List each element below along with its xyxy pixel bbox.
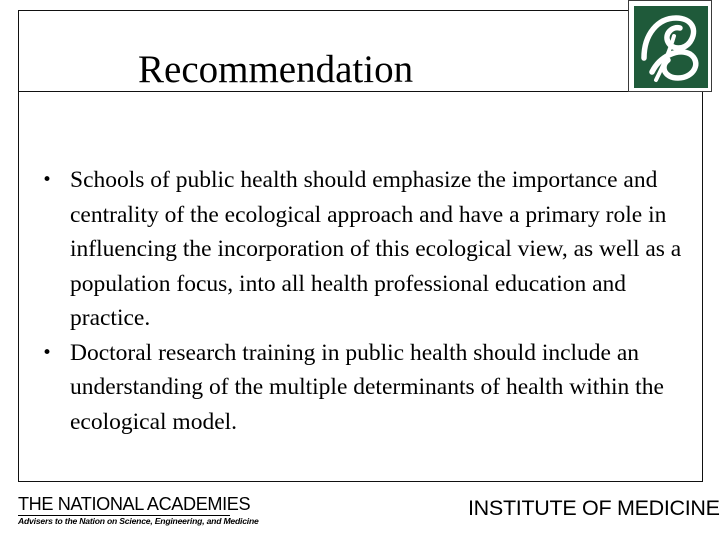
bullet-text: Schools of public health should emphasize the importance and centrality of the ecological approach and have a primary role in influencing the incorporation of this ecological view, as well as a population focus, into all health professional education and practice. [70,167,682,331]
slide-title: Recommendation [138,48,414,91]
bullet-dot-icon: • [41,342,53,363]
swirl-logo-icon [634,6,708,88]
bullet-text: Doctoral research training in public health should include an understanding of the multiple determinants of health within the ecological model. [70,339,664,435]
title-divider [18,91,628,92]
bullet-dot-icon: • [41,170,53,190]
national-academies-logo [18,493,259,528]
bullet-item [36,163,686,336]
bullet-list [36,163,686,439]
bullet-item [36,336,686,440]
institute-of-medicine-logo: INSTITUTE OF MEDICINE [468,496,720,520]
national-academies-title: THE NATIONAL ACADEMIES [18,493,251,514]
logo-box [628,0,712,92]
national-academies-tagline: Advisers to the Nation on Science, Engineering, and Medicine [18,516,259,526]
